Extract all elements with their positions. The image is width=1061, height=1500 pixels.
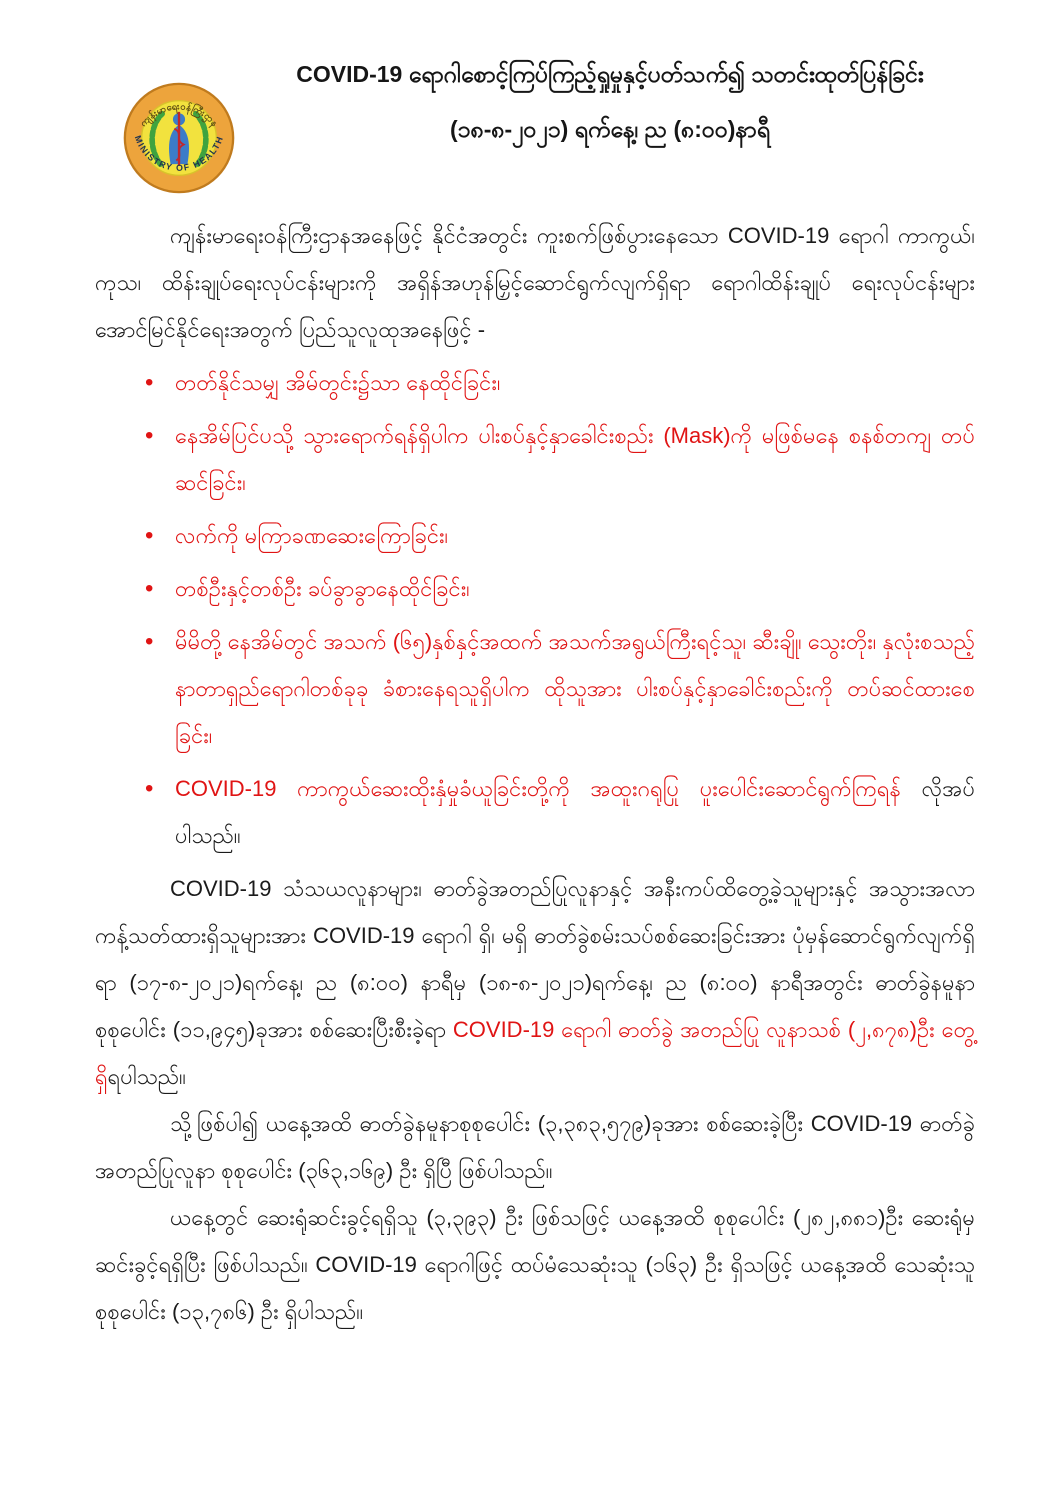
bullet-text-red: မိမိတို့ နေအိမ်တွင် အသက် (၆၅)နှစ်နှင့်အထက် အသက်အရွယ်ကြီးရင့်သူ၊ ဆီးချို၊ သွေးတိုး၊ နှလုံးစသည့် နာတာရှည်ရောဂါတစ်ခုခု ခံစားနေရသူရှိပါက ထိုသူအား ပါးစပ်နှင့်နှာခေါင်းစည်းကို တပ်ဆင်ထားစေခြင်း၊ [175, 629, 975, 748]
document-body [95, 212, 975, 1335]
discharges-deaths-paragraph: ယနေ့တွင် ဆေးရုံဆင်းခွင့်ရရှိသူ (၃,၃၉၃) ဦး ဖြစ်သဖြင့် ယနေ့အထိ စုစုပေါင်း (၂၈၂,၈၈၁)ဦး ဆေးရုံမှ ဆင်းခွင့်ရရှိပြီး ဖြစ်ပါသည်။ COVID-19 ရောဂါဖြင့် ထပ်မံသေဆုံးသူ (၁၆၃) ဦး ရှိသဖြင့် ယနေ့အထိ သေဆုံးသူစုစုပေါင်း (၁၃,၇၈၆) ဦး ရှိပါသည်။ [95, 1205, 975, 1324]
bullet-text-red: COVID-19 ကာကွယ်ဆေးထိုးနှံမှုခံယူခြင်းတို့ကို အထူးဂရုပြု ပူးပေါင်းဆောင်ရွက်ကြရန် [175, 776, 901, 801]
bullet-stay-home [95, 359, 975, 406]
page-content [95, 48, 975, 1335]
bullet-text-red: လက်ကို မကြာခဏဆေးကြောခြင်း၊ [175, 523, 449, 548]
bullet-text-red: နေအိမ်ပြင်ပသို့ သွားရောက်ရန်ရှိပါက ပါးစပ်နှင့်နှာခေါင်းစည်း (Mask)ကို မဖြစ်မနေ စနစ်တကျ တပ်ဆင်ခြင်း၊ [175, 423, 975, 495]
bullet-text-red: တစ်ဦးနှင့်တစ်ဦး ခပ်ခွာခွာနေထိုင်ခြင်း၊ [175, 576, 470, 601]
ministry-of-health-seal-logo [123, 82, 235, 194]
document-date-time: (၁၈-၈-၂၀၂၁) ရက်နေ့၊ ည (၈:၀၀)နာရီ [449, 116, 771, 142]
bullet-dot-icon: • [145, 775, 154, 802]
bullet-dot-icon: • [145, 369, 154, 396]
bullet-text-red: တတ်နိုင်သမျှ အိမ်တွင်း၌သာ နေထိုင်ခြင်း၊ [175, 370, 501, 395]
seal-graphic [123, 82, 235, 194]
testing-results-black2: ရပါသည်။ [107, 1064, 186, 1089]
bullet-vaccination [95, 765, 975, 859]
intro-paragraph: ကျန်းမာရေးဝန်ကြီးဌာနအနေဖြင့် နိုင်ငံအတွင်း ကူးစက်ဖြစ်ပွားနေသော COVID-19 ရောဂါ ကာကွယ်၊ ကုသ၊ ထိန်းချုပ်ရေးလုပ်ငန်းများကို အရှိန်အဟုန်မြှင့်ဆောင်ရွက်လျက်ရှိရာ ရောဂါထိန်းချုပ် ရေးလုပ်ငန်းများ အောင်မြင်နိုင်ရေးအတွက် ပြည်သူလူထုအနေဖြင့် - [95, 223, 975, 342]
bullet-dot-icon: • [145, 522, 154, 549]
bullet-text-black: လိုအပ် ပါသည်။ [175, 776, 975, 848]
bullet-protect-elderly [95, 618, 975, 759]
testing-results-paragraph [95, 865, 975, 1100]
bullet-wear-mask [95, 412, 975, 506]
document-title: COVID-19 ရောဂါစောင့်ကြပ်ကြည့်ရှုမှုနှင့်ပတ်သက်၍ သတင်းထုတ်ပြန်ခြင်း [296, 61, 924, 87]
header [95, 48, 975, 198]
seal-top-text: ကျန်းမာရေးဝန်ကြီးဌာန [138, 101, 221, 129]
new-cases-red-text: COVID-19 ရောဂါ ဓာတ်ခွဲ အတည်ပြု လူနာသစ် (၂,၈၇၈)ဦး တွေ့ရှိ [95, 1017, 975, 1089]
bullet-dot-icon: • [145, 575, 154, 602]
guidance-bullet-list [95, 359, 975, 859]
bullet-social-distance [95, 565, 975, 612]
bullet-dot-icon: • [145, 628, 154, 655]
cumulative-totals-paragraph: သို့ဖြစ်ပါ၍ ယနေ့အထိ ဓာတ်ခွဲနမူနာစုစုပေါင်း (၃,၃၈၃,၅၇၉)ခုအား စစ်ဆေးခဲ့ပြီး COVID-19 ဓာတ်ခွဲ အတည်ပြုလူနာ စုစုပေါင်း (၃၆၃,၁၆၉) ဦး ရှိပြီ ဖြစ်ပါသည်။ [95, 1111, 975, 1183]
seal-bottom-text: MINISTRY OF HEALTH [132, 134, 226, 173]
bullet-wash-hands [95, 512, 975, 559]
testing-results-black1: COVID-19 သံသယလူနာများ၊ ဓာတ်ခွဲအတည်ပြုလူနာနှင့် အနီးကပ်ထိတွေ့ခဲ့သူများနှင့် အသွားအလာကန့်သတ်ထားရှိသူများအား COVID-19 ရောဂါ ရှိ၊ မရှိ ဓာတ်ခွဲစမ်းသပ်စစ်ဆေးခြင်းအား ပုံမှန်ဆောင်ရွက်လျက်ရှိရာ (၁၇-၈-၂၀၂၁)ရက်နေ့၊ ည (၈:၀၀) နာရီမှ (၁၈-၈-၂၀၂၁)ရက်နေ့၊ ည (၈:၀၀) နာရီအတွင်း ဓာတ်ခွဲနမူနာစုစုပေါင်း (၁၁,၉၄၅)ခုအား စစ်ဆေးပြီးစီးခဲ့ရာ [95, 876, 975, 1042]
bullet-dot-icon: • [145, 422, 154, 449]
